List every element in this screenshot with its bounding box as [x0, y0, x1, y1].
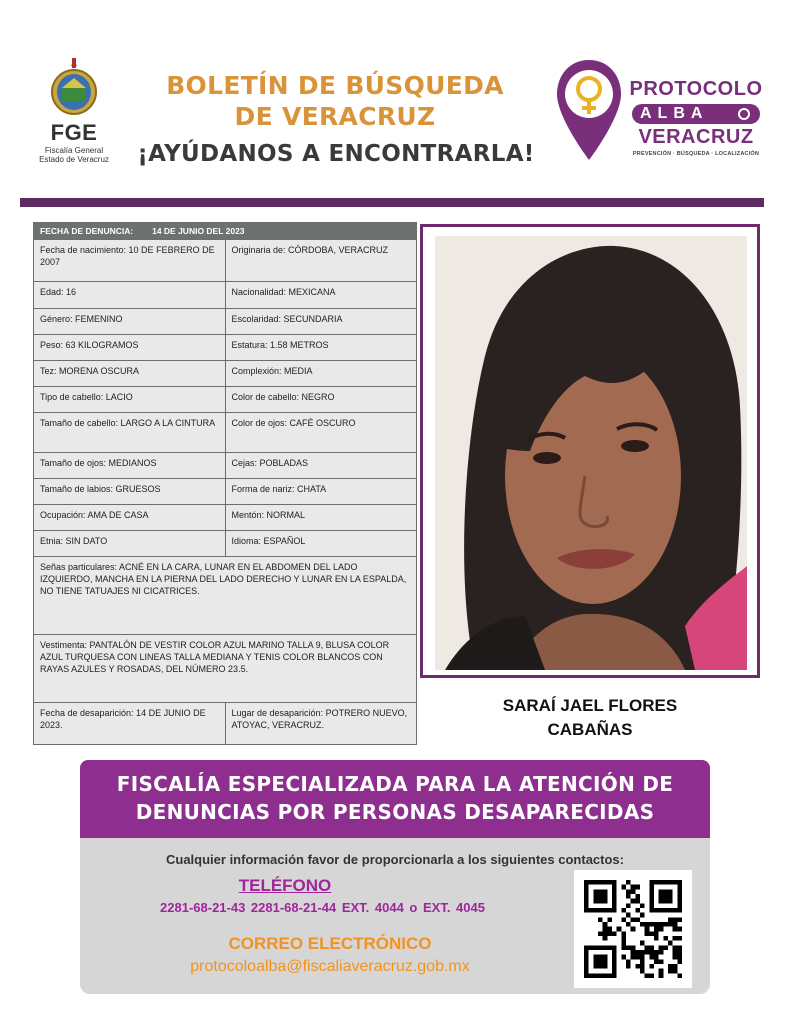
qr-code-icon[interactable]: [574, 870, 692, 988]
table-row: [34, 479, 417, 505]
skin-tone: Tez: MORENA OSCURA: [34, 361, 226, 387]
report-date-label: FECHA DE DENUNCIA:: [40, 226, 134, 236]
person-photo: [435, 236, 747, 670]
ethnicity: Etnia: SIN DATO: [34, 531, 226, 557]
photo-frame: [420, 224, 760, 678]
eye-color: Color de ojos: CAFÉ OSCURO: [225, 413, 417, 453]
table-row: [34, 413, 417, 453]
hair-length: Tamaño de cabello: LARGO A LA CINTURA: [34, 413, 226, 453]
birth-date: Fecha de nacimiento: 10 DE FEBRERO DE 2007: [34, 240, 226, 282]
email-address[interactable]: protocoloalba@fiscaliaveracruz.gob.mx: [190, 958, 470, 975]
clothing: Vestimenta: PANTALÓN DE VESTIR COLOR AZUL MARINO TALLA 9, BLUSA COLOR AZUL TURQUESA CON LINEAS TALLA MEDIANA Y TENIS COLOR BLANCOS CON RAYAS AZULES Y ROSADAS, DEL NÚMERO 23.5.: [34, 635, 417, 703]
nationality: Nacionalidad: MEXICANA: [225, 282, 417, 309]
disappearance-place: Lugar de desaparición: POTRERO NUEVO, ATOYAC, VERACRUZ.: [225, 703, 417, 745]
table-row: [34, 361, 417, 387]
nose-shape: Forma de nariz: CHATA: [225, 479, 417, 505]
occupation: Ocupación: AMA DE CASA: [34, 505, 226, 531]
height: Estatura: 1.58 METROS: [225, 335, 417, 361]
table-row: [34, 557, 417, 635]
bulletin-title-line-2: DE VERACRUZ: [234, 102, 436, 131]
email-label: CORREO ELECTRÓNICO: [228, 934, 432, 953]
lip-size: Tamaño de labios: GRUESOS: [34, 479, 226, 505]
report-date: [34, 223, 417, 240]
phone-numbers[interactable]: 2281-68-21-43 2281-68-21-44 EXT. 4044 o EXT. 4045: [160, 900, 485, 915]
location-pin-icon: [553, 56, 625, 168]
fge-title: FGE: [50, 120, 98, 145]
fiscalia-banner-line-2: DENUNCIAS POR PERSONAS DESAPARECIDAS: [135, 800, 655, 824]
alba-bar: [632, 104, 760, 124]
table-row: [34, 453, 417, 479]
call-to-action: ¡AYÚDANOS A ENCONTRARLA!: [137, 141, 535, 167]
person-name-line-2: CABAÑAS: [547, 720, 633, 739]
weight: Peso: 63 KILOGRAMOS: [34, 335, 226, 361]
report-date-row: [34, 223, 417, 240]
chin: Mentón: NORMAL: [225, 505, 417, 531]
education: Escolaridad: SECUNDARIA: [225, 309, 417, 335]
veracruz-label: VERACRUZ: [638, 126, 754, 148]
fge-subtitle: Fiscalía General: [44, 146, 104, 155]
protocol-tagline: PREVENCIÓN · BÚSQUEDA · LOCALIZACIÓN: [632, 151, 760, 157]
eyebrows: Cejas: POBLADAS: [225, 453, 417, 479]
person-name: [440, 694, 740, 742]
fiscalia-banner-line-1: FISCALÍA ESPECIALIZADA PARA LA ATENCIÓN DE: [116, 772, 674, 796]
contact-box: [80, 838, 710, 994]
report-date-value: 14 DE JUNIO DEL 2023: [152, 226, 245, 236]
build: Complexión: MEDIA: [225, 361, 417, 387]
table-row: [34, 635, 417, 703]
bulletin-title: [150, 70, 520, 132]
protocolo-alba-logo: [626, 78, 766, 157]
table-row: [34, 703, 417, 745]
table-row: [34, 335, 417, 361]
contact-intro: Cualquier información favor de proporcionarla a los siguientes contactos:: [166, 852, 624, 867]
table-row: [34, 309, 417, 335]
person-info-table: [33, 222, 417, 745]
disappearance-date: Fecha de desaparición: 14 DE JUNIO DE 2023.: [34, 703, 226, 745]
header-divider: [20, 198, 764, 207]
fge-subtitle-state: Estado de Veracruz: [39, 155, 109, 164]
alba-label: ALBA: [640, 105, 709, 122]
table-row: [34, 282, 417, 309]
language: Idioma: ESPAÑOL: [225, 531, 417, 557]
gender: Género: FEMENINO: [34, 309, 226, 335]
table-row: [34, 531, 417, 557]
phone-label: TELÉFONO: [238, 876, 332, 895]
fge-logo: [28, 58, 120, 170]
hair-type: Tipo de cabello: LACIO: [34, 387, 226, 413]
fiscalia-banner: [80, 760, 710, 838]
age: Edad: 16: [34, 282, 226, 309]
person-name-line-1: SARAÍ JAEL FLORES: [502, 696, 678, 715]
search-icon: [738, 108, 750, 120]
hair-color: Color de cabello: NEGRO: [225, 387, 417, 413]
table-row: [34, 240, 417, 282]
bulletin-title-line-1: BOLETÍN DE BÚSQUEDA: [166, 71, 504, 100]
eye-size: Tamaño de ojos: MEDIANOS: [34, 453, 226, 479]
veracruz-shield-icon: [47, 58, 101, 118]
protocolo-label: PROTOCOLO: [629, 78, 763, 100]
origin: Originaria de: CÓRDOBA, VERACRUZ: [225, 240, 417, 282]
table-row: [34, 505, 417, 531]
table-row: [34, 387, 417, 413]
distinguishing-marks: Señas particulares: ACNÉ EN LA CARA, LUNAR EN EL ABDOMEN DEL LADO IZQUIERDO, MANCHA EN LA PIERNA DEL LADO DERECHO Y LUNAR EN LA ESPALDA, NO TIENE TATUAJES NI CICATRICES.: [34, 557, 417, 635]
